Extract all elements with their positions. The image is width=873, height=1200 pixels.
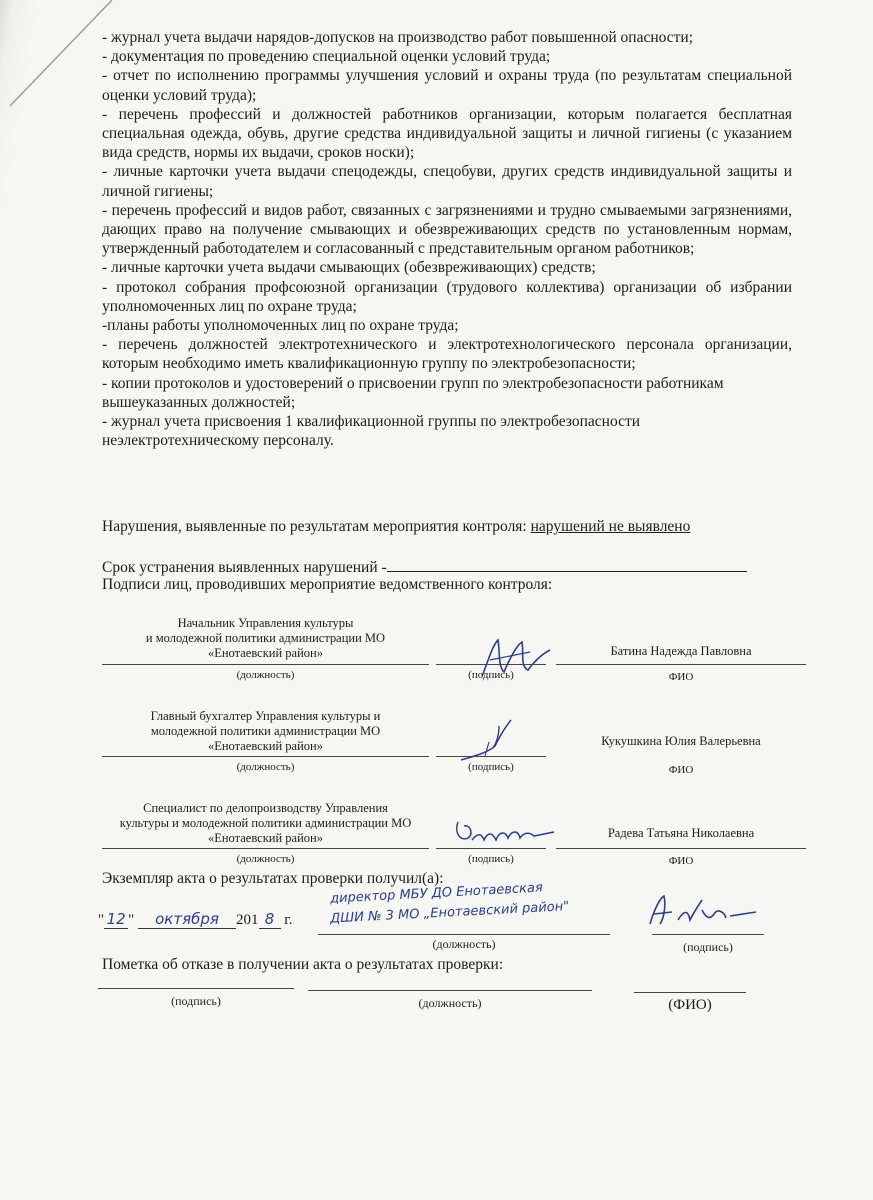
signer-block [0,706,873,796]
list-item: - журнал учета выдачи нарядов-допусков на производство работ повышенной опасности; [102,29,694,46]
receiver-position-underline [318,934,610,935]
received-date: " 12 " октября 201 8 г. [98,910,293,928]
date-year-digit: 8 [259,910,281,929]
position-label: (должность) [236,761,295,773]
signature-mark [455,712,545,768]
position-line: культуры и молодежной политики администрации МО [119,816,412,830]
fio-label: ФИО [668,671,694,683]
position-label: (должность) [236,853,295,865]
signature-underline [436,664,546,665]
position-line: «Енотаевский район» [207,831,323,845]
list-item: - личные карточки учета выдачи спецодежды, спецобуви, других средств индивидуальной защиты и личной гигиены; [102,163,792,200]
deadline-line [102,557,802,577]
signer-block [0,612,873,702]
position-label: (должность) [432,937,496,951]
receiver-signature-underline [652,934,764,935]
fio-underline [556,848,806,849]
position-label: (должность) [236,669,295,681]
list-item: -планы работы уполномоченных лиц по охране труда; [102,317,459,335]
receiver-position-handwritten: директор МБУ ДО Енотаевская [329,880,544,907]
fio-label: ФИО [668,764,694,776]
list-item: - перечень профессий и видов работ, связанных с загрязнениями и трудно смываемыми загрязнениями, дающих право на получение смывающих и обезвреживающих средств по установленным нормам, утвержденный работодателем и согласованный с представительным органом работников; [102,201,792,258]
position-line: молодежной политики администрации МО [150,724,381,738]
date-day: 12 [104,910,128,929]
signer-position [102,801,429,846]
signature-label: (подпись) [468,669,514,681]
violations-value: нарушений не выявлено [530,518,691,535]
list-item: - документация по проведению специальной оценки условий труда; [102,48,551,66]
position-line: Специалист по делопроизводству Управления [143,801,388,815]
date-month: октября [138,910,236,929]
fio-label: (ФИО) [668,997,712,1013]
deadline-blank[interactable] [387,557,747,572]
position-underline [102,756,429,757]
position-line: и молодежной политики администрации МО [145,631,386,645]
signer-position [102,616,429,661]
received-label: Экземпляр акта о результатах проверки получил(а): [102,870,444,887]
position-underline [102,848,429,849]
list-item: - журнал учета присвоения 1 квалификационной группы по электробезопасности неэлектротехническому персоналу. [102,413,641,450]
position-line: «Енотаевский район» [207,739,323,753]
signers-title: Подписи лиц, проводивших мероприятие ведомственного контроля: [102,576,553,593]
document-list [102,28,792,450]
fio-underline [556,664,806,665]
date-year-prefix: 201 [236,912,259,928]
position-line: Начальник Управления культуры [177,616,354,630]
refusal-fio-line[interactable] [634,992,746,993]
refusal-position-line[interactable] [308,990,592,991]
refusal-label: Пометка об отказе в получении акта о результатах проверки: [102,956,504,973]
signer-position [102,709,429,754]
list-item: - протокол собрания профсоюзной организации (трудового коллектива) организации об избрании уполномоченных лиц по охране труда; [102,278,792,315]
violations-line [102,518,802,536]
signer-fio: Кукушкина Юлия Валерьевна [601,734,761,748]
date-year-suffix: г. [284,912,293,928]
signer-fio: Радева Татьяна Николаевна [607,826,755,840]
receiver-signature-mark [640,890,760,934]
list-item: - копии протоколов и удостоверений о присвоении групп по электробезопасности работникам вышеуказанных должностей; [102,374,724,411]
signature-label: (подпись) [171,994,221,1008]
signature-underline [436,848,546,849]
receiver-position [330,880,610,940]
fio-label: ФИО [668,855,694,867]
signature-label: (подпись) [468,853,514,865]
list-item: - отчет по исполнению программы улучшения условий и охраны труда (по результатам специальной оценки условий труда); [102,67,792,104]
deadline-label: Срок устранения выявленных нарушений - [102,559,387,576]
signature-mark [450,812,560,852]
position-label: (должность) [418,996,482,1010]
list-item: - перечень профессий и должностей работников организации, которым полагается бесплатная специальная одежда, обувь, другие средства индивидуальной защиты и личной гигиены (с указанием вида средств, нормы их выдачи, сроков носки); [102,105,792,162]
signature-label: (подпись) [683,940,733,954]
signature-label: (подпись) [468,761,514,773]
position-line: Главный бухгалтер Управления культуры и [150,709,381,723]
signature-underline [436,756,546,757]
signer-fio: Батина Надежда Павловна [610,644,752,658]
violations-label: Нарушения, выявленные по результатам мероприятия контроля: [102,518,527,535]
list-item: - перечень должностей электротехнического и электротехнологического персонала организации, которым необходимо иметь квалификационную группу по электробезопасности; [102,336,792,373]
refusal-signature-line[interactable] [98,988,294,989]
receiver-position-handwritten: ДШИ № 3 МО „Енотаевский район" [329,899,570,927]
position-line: «Енотаевский район» [207,646,323,660]
list-item: - личные карточки учета выдачи смывающих (обезвреживающих) средств; [102,259,596,277]
position-underline [102,664,429,665]
